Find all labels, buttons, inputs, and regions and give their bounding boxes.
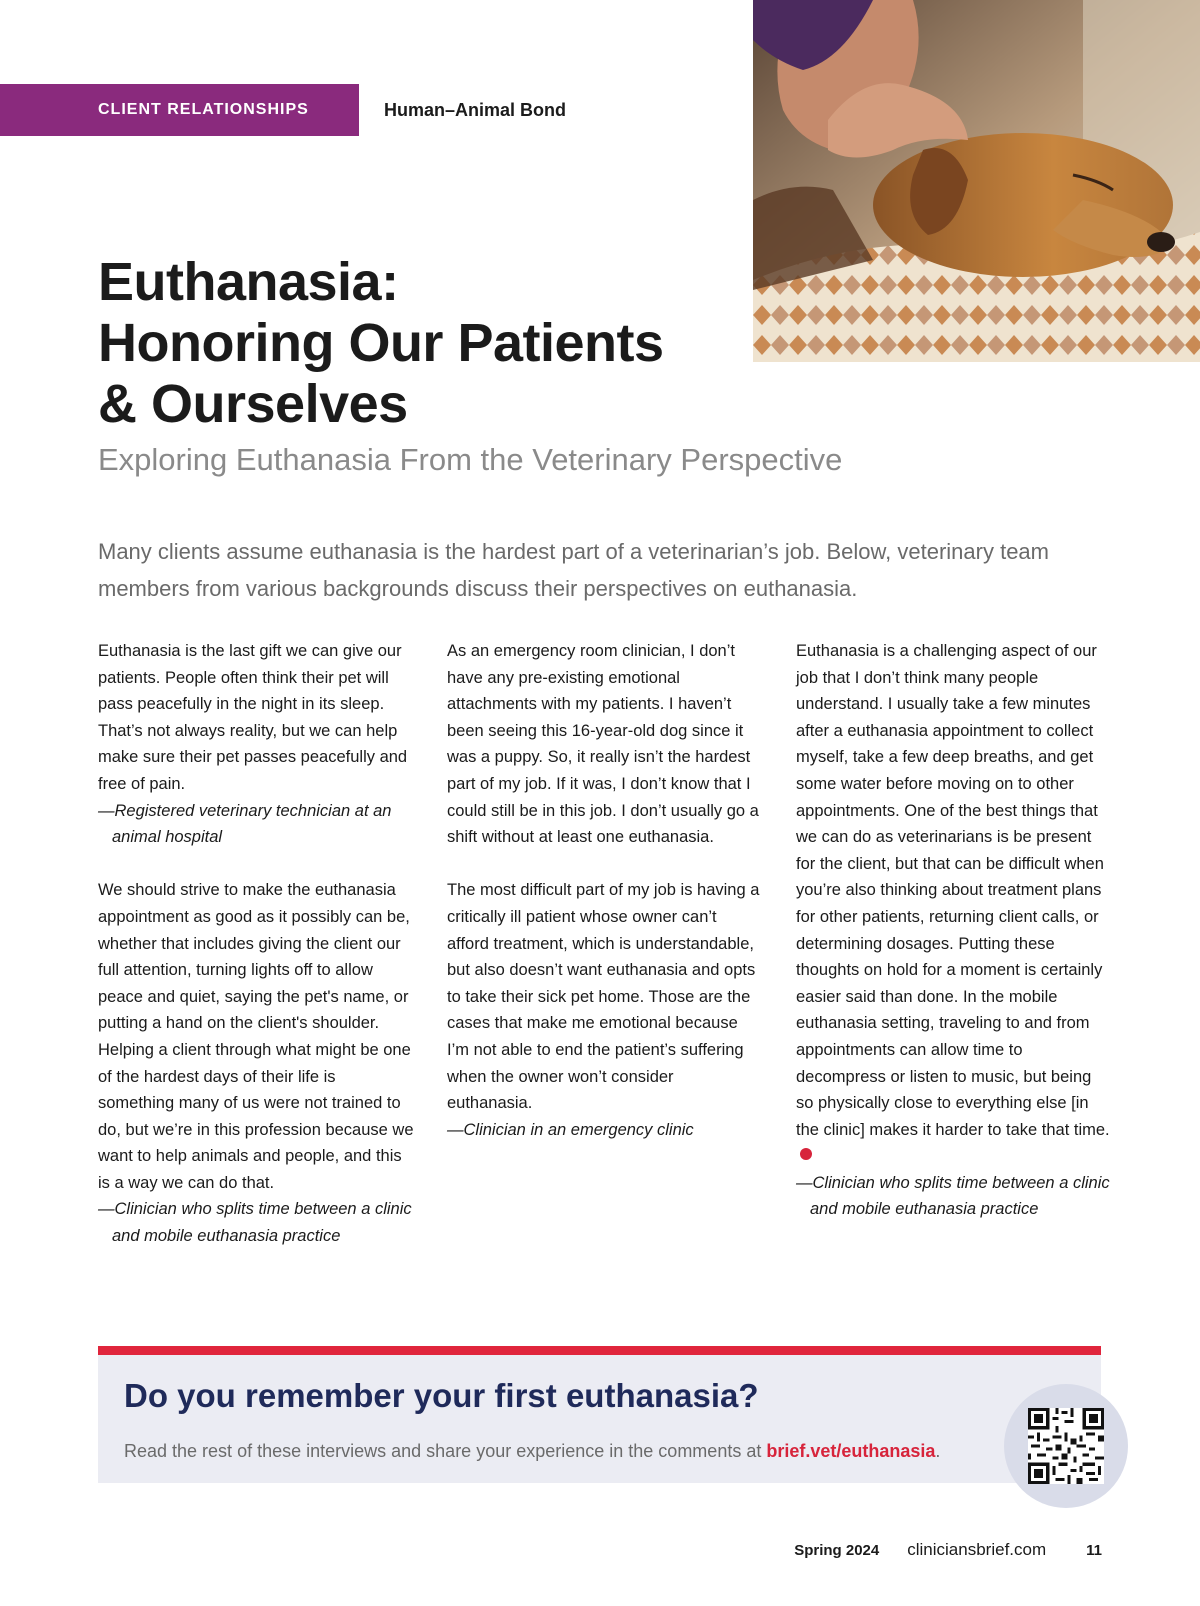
callout-link[interactable]: brief.vet/euthanasia: [766, 1441, 936, 1461]
quote-attribution: —Clinician in an emergency clinic: [447, 1120, 694, 1139]
title-line-3: & Ourselves: [98, 374, 408, 434]
quote-text: Euthanasia is the last gift we can give our patients. People often think their pet will pass peacefully in the night in its sleep. That’s not always reality, but we can help make sure their pet passes peacefully and free of pain.: [98, 642, 408, 793]
quote-attribution: —Clinician who splits time between a clinic and mobile euthanasia practice: [98, 1200, 412, 1246]
callout-title: Do you remember your first euthanasia?: [124, 1377, 759, 1414]
issue-season: Spring 2024: [794, 1542, 880, 1559]
callout-box: [98, 1346, 1101, 1483]
topic-label: Human–Animal Bond: [384, 99, 567, 120]
quote-text: Euthanasia is a challenging aspect of our job that I don’t think many people understand. I usually take a few minutes after a euthanasia appointment to collect myself, take a few deep breaths, and get some water before moving on to other appointments. One of the best things that we can do as veterinarians is be present for the client, but that can be difficult when you’re also thinking about treatment plans for other patients, returning client calls, or determining dosages. Putting these thoughts on hold for a moment is certainly easier said than done. In the mobile euthanasia setting, traveling to and from appointments can allow time to decompress or listen to music, but being so physically close to everything else [in the clinic] makes it harder to take that time.: [796, 642, 1110, 1139]
callout-text: [124, 1441, 940, 1462]
article-title: [98, 252, 738, 435]
quote-attribution: —Registered veterinary technician at an animal hospital: [98, 801, 392, 847]
quote-attribution: —Clinician who splits time between a clinic and mobile euthanasia practice: [796, 1173, 1110, 1219]
section-label: CLIENT RELATIONSHIPS: [98, 101, 309, 118]
section-tag: [0, 84, 359, 136]
title-line-2: Honoring Our Patients: [98, 313, 664, 373]
column-1: [98, 638, 414, 1250]
dog-photo: [753, 0, 1200, 362]
callout-period: .: [935, 1441, 941, 1461]
end-mark-icon: [800, 1148, 812, 1160]
quote-body: [796, 638, 1112, 1170]
page-footer: [794, 1540, 1102, 1560]
article-subtitle: Exploring Euthanasia From the Veterinary Perspective: [98, 442, 843, 477]
qr-badge[interactable]: [1004, 1384, 1128, 1508]
article-intro: Many clients assume euthanasia is the hardest part of a veterinarian’s job. Below, veterinary team members from various backgrounds discuss their perspectives on euthanasia.: [98, 539, 1049, 601]
quote-text: As an emergency room clinician, I don’t have any pre-existing emotional attachments with my patients. I haven’t been seeing this 16-year-old dog since it was a puppy. So, it really isn’t the hardest part of my job. If it was, I don’t know that I could still be in this job. I don’t usually go a shift without at least one euthanasia.: [447, 642, 759, 847]
quote-text: We should strive to make the euthanasia appointment as good as it possibly can be, whether that includes giving the client our full attention, turning lights off to allow peace and quiet, saying the pet's name, or putting a hand on the client's shoulder. Helping a client through what might be one of the hardest days of their life is something many of us were not trained to do, but we’re in this profession because we want to help animals and people, and this is a way we can do that.: [98, 881, 414, 1192]
callout-body: Read the rest of these interviews and share your experience in the comments at: [124, 1441, 767, 1461]
column-3: [796, 638, 1112, 1223]
column-2: [447, 638, 763, 1143]
title-line-1: Euthanasia:: [98, 252, 399, 312]
quote-text: The most difficult part of my job is having a critically ill patient whose owner can’t afford treatment, which is understandable, but also doesn’t want euthanasia and opts to take their sick pet home. Those are the cases that make me emotional because I’m not able to end the patient’s suffering when the owner won’t consider euthanasia.: [447, 881, 760, 1113]
dog-photo-illustration: [753, 0, 1200, 362]
site-url[interactable]: cliniciansbrief.com: [907, 1540, 1047, 1559]
page-number: 11: [1086, 1542, 1102, 1559]
qr-code-icon: [1028, 1408, 1104, 1484]
